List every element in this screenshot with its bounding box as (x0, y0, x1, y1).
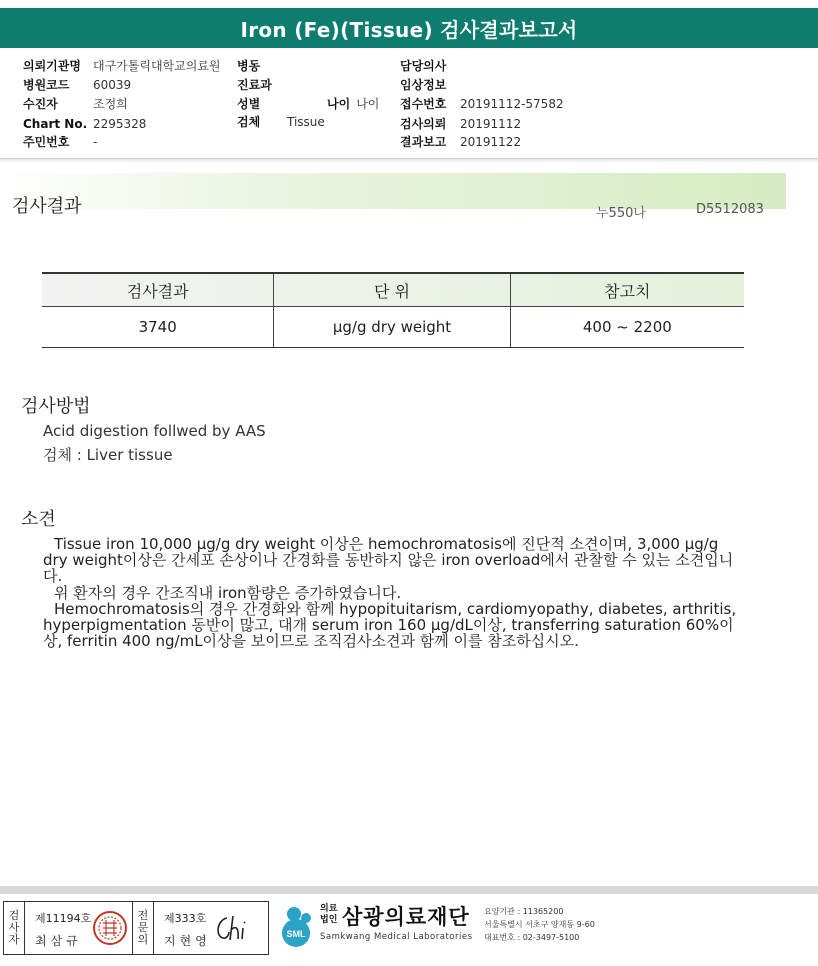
finding-paragraph: Hemochromatosis의 경우 간경화와 함께 hypopituitarism, cardiomyopathy, diabetes, arthritis, hyperpigmentation 동반이 많고, 대개 serum iron 160 μg/dL이상, transferring saturation 60%이상, ferritin 400 ng/mL이상을 보이므로 조직검사소견과 함께 이를 참조하십시오. (43, 599, 737, 651)
field-label: 성별 (237, 97, 261, 111)
inspector-name: 최삼규 (35, 934, 82, 948)
finding-text (43, 536, 743, 649)
field-label: 의뢰기관명 (23, 59, 81, 73)
field-request-date (400, 116, 521, 132)
patient-info-panel (0, 48, 818, 159)
signature-icon (213, 912, 255, 944)
field-label: 병동 (237, 59, 261, 73)
label-char: 자 (8, 933, 20, 946)
org-prefix-line: 법인 (320, 915, 338, 925)
field-value: 20191112 (460, 117, 522, 131)
org-name: 삼광의료재단 (342, 905, 470, 929)
field-resident-no (23, 134, 97, 150)
result-table-header (42, 274, 744, 307)
seal-icon (92, 910, 128, 946)
field-receipt-no (400, 96, 564, 112)
result-table-row (42, 307, 744, 347)
result-section-band (0, 173, 786, 209)
field-label: Chart No. (23, 117, 88, 131)
report-title: Iron (Fe)(Tissue) 검사결과보고서 (0, 8, 818, 48)
field-report-date (400, 134, 521, 150)
inspector-label (4, 902, 25, 954)
result-table (42, 272, 744, 348)
reference-code-a: 누550나 (596, 206, 646, 221)
specialist-cell (154, 902, 261, 954)
field-label: 접수번호 (400, 97, 447, 111)
field-hospital-code (23, 77, 131, 93)
org-logo-icon (272, 903, 318, 949)
org-code: 요양기관 : 11365200 (484, 907, 564, 916)
org-prefix-line: 의료 (320, 904, 338, 914)
specimen-line: 검체 : Liver tissue (43, 446, 173, 464)
finding-paragraph: 위 환자의 경우 간조직내 iron함량은 증가하였습니다. (54, 583, 402, 602)
org-prefix (320, 904, 337, 926)
field-value: Tissue (287, 115, 325, 129)
field-doctor (400, 58, 460, 74)
field-label: 결과보고 (400, 135, 447, 149)
footer-divider (0, 886, 818, 894)
field-label: 진료과 (237, 78, 272, 92)
specialist-license-no: 제333호 (164, 912, 207, 925)
specialist-name: 지현영 (164, 934, 211, 948)
result-section-title: 검사결과 (12, 196, 82, 217)
field-chart-no (23, 116, 146, 132)
method-line: Acid digestion follwed by AAS (43, 422, 266, 440)
field-value: 대구가톨릭대학교의료원 (93, 59, 221, 73)
field-value: 20191122 (460, 135, 522, 149)
label-char: 문 (137, 921, 149, 934)
label-char: 전 (137, 909, 149, 922)
field-institution (23, 58, 221, 74)
field-label: 수진자 (23, 97, 58, 111)
field-ward (237, 58, 287, 74)
field-value: 20191112-57582 (460, 97, 564, 111)
field-label: 검사의뢰 (400, 117, 447, 131)
field-value: - (93, 135, 98, 149)
field-value: 나이 (356, 97, 380, 111)
field-age (327, 96, 379, 112)
header-reference: 참고치 (604, 281, 651, 301)
field-department (237, 77, 287, 93)
cell-reference-range: 400 ~ 2200 (582, 318, 672, 336)
cell-result-value: 3740 (42, 307, 274, 347)
label-char: 의 (137, 933, 149, 946)
field-label: 임상정보 (400, 78, 447, 92)
field-patient (23, 96, 128, 112)
org-english-name: Samkwang Medical Laboratories (320, 932, 473, 942)
field-value: 2295328 (93, 117, 147, 131)
specialist-label (133, 902, 154, 954)
field-label: 검체 (237, 115, 261, 129)
header-result: 검사결과 (42, 274, 274, 306)
method-title: 검사방법 (21, 396, 91, 417)
field-sex (237, 96, 287, 112)
org-contact-info (484, 905, 595, 944)
cell-unit: μg/g dry weight (274, 307, 510, 347)
field-label: 병원코드 (23, 78, 70, 92)
field-label: 주민번호 (23, 135, 70, 149)
org-phone: 대표번호 : 02-3497-5100 (484, 933, 580, 942)
finding-paragraph: Tissue iron 10,000 μg/g dry weight 이상은 hemochromatosis에 진단적 소견이며, 3,000 μg/g dry weight이상은 간세포 손상이나 간경화를 동반하지 않은 iron overload에서 관찰할 수 있는 소견입니다. (43, 535, 734, 586)
logo-text: SML (286, 929, 306, 939)
field-value: 60039 (93, 78, 132, 92)
org-address: 서울특별시 서초구 양재동 9-60 (484, 920, 595, 929)
inspector-cell (25, 902, 133, 954)
field-clinical-info (400, 77, 460, 93)
finding-title: 소견 (21, 509, 56, 530)
inspector-license-no: 제11194호 (35, 912, 92, 925)
field-label: 나이 (327, 97, 351, 111)
field-specimen (237, 114, 325, 130)
label-char: 사 (8, 921, 20, 934)
field-label: 담당의사 (400, 59, 447, 73)
header-unit: 단 위 (274, 274, 510, 306)
reference-code-b: D5512083 (696, 202, 764, 217)
signature-box (3, 901, 269, 955)
label-char: 검 (8, 909, 20, 922)
field-value: 조정희 (93, 97, 128, 111)
